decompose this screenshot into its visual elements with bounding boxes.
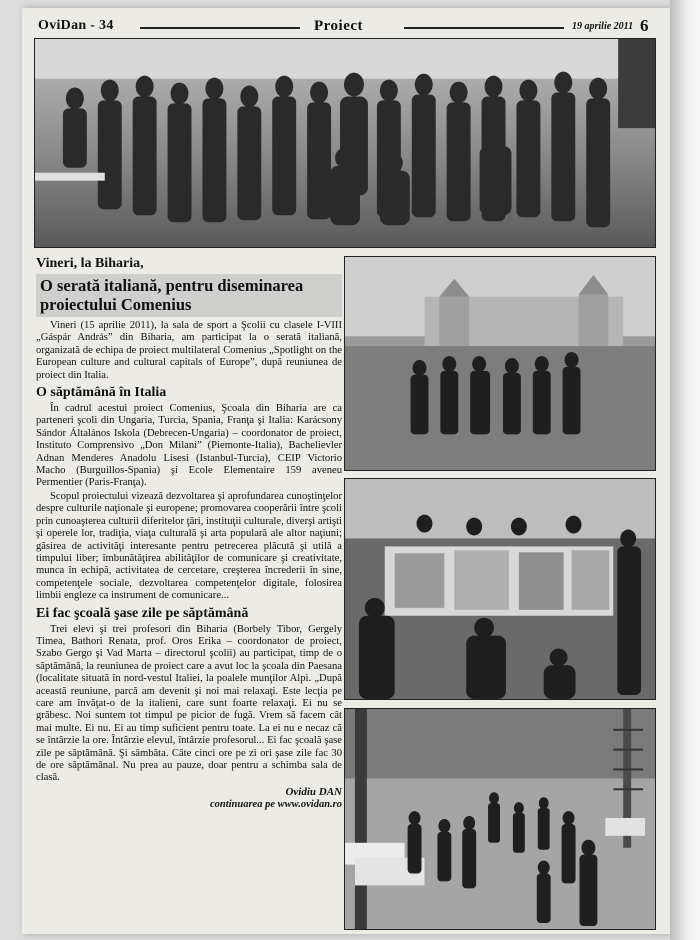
- header-rule-left: [140, 27, 300, 29]
- issue-date: 19 aprilie 2011: [572, 21, 634, 32]
- article-kicker: Vineri, la Biharia,: [36, 256, 144, 271]
- group-photo: [34, 38, 656, 248]
- section2-paragraph-1: Trei elevi şi trei profesori din Biharia (Borbely Tibor, Gergely Timea, Bathori Renata, prof. Oros Erika – coordonator de proiect, Szabo Gergo şi Vad Marta – directorul şcolii) au participat, timp de o săptămână, la reuniunea de proiect care a avut loc la şcoala din Paesana (localitate situată în nord-vestul Italiei, la poalele munţilor Alpi. „După această reuniune, parcă am devenit şi noi mai relaxaţi. Este lecţia pe care am învăţat-o de la italieni, care sunt foarte relaxaţi. Ei nu se grăbesc. Noi suntem tot timpul pe picior de fugă. Vrem să facem cât mai multe. Ei nu. Ei au timp suficient pentru toate. La ei nu e necaz că se întârzie la ore. Întârzie elevul, întârzie profesorul... Ei fac şcoală şase zile pe săptămână. Şi sâmbăta. Câte cinci ore pe zi ori şase zile fac 30 de ore săptămânal. Nu prea au pauze, doar pentru a schimba sala de clasă.: [36, 623, 342, 784]
- page-number: 6: [640, 16, 649, 35]
- article-byline: Ovidiu DAN: [285, 785, 342, 798]
- castle-photo: [344, 256, 656, 471]
- section2-body: [36, 624, 342, 785]
- article-headline: O serată italiană, pentru diseminarea proiectului Comenius: [40, 276, 304, 314]
- header-rule-right: [404, 27, 564, 29]
- article-body: [36, 320, 342, 382]
- section2-title: Ei fac şcoală şase zile pe săptămână: [36, 605, 249, 621]
- section1-paragraph-1: În cadrul acestui proiect Comenius, Şcoala din Biharia are ca parteneri şcoli din Ungaria, Turcia, Spania, Franţa şi Italia: Karácsony Sándor Általános Iskola (Debrecen-Ungaria) – coordonator de proiect, Instituto Comprensivo „Don Milani” (Piemonte-Italia), Bachelievler Adnan Menderes Anadolu Lisesi (Istanbul-Turcia), CEIP Victorio Macho (Burguillos-Spania) şi Ecole Elementaire 159 aveneu Permentier (Paris-Franţa).: [36, 403, 342, 489]
- headline-box: [36, 274, 342, 317]
- section1-paragraph-2: Scopul proiectului vizează dezvoltarea şi aprofundarea cunoştinţelor despre culturile naţionale şi europene; promovarea cooperării între şcoli prin cunoaşterea culturii diferitelor ţări, instituţii culturale, diverşi artişti şi operele lor, tradiţia, viaţa culturală şi arta populară ale altor naţiuni; găsirea de activităţi interesante pentru petrecerea plăcută şi utilă a timpului liber; îmbunătăţirea abilităţilor de comunicare şi creativitate, munca în echipă, activitatea de cercetare, creşterea încrederii în sine, competenţele sociale, dezvoltarea competenţelor digitale, folosirea limbii engleze ca instrument de comunicare...: [36, 490, 342, 602]
- section1-body: [36, 403, 342, 603]
- next-page-edge: [670, 0, 700, 940]
- continuation-link[interactable]: continuarea pe www.ovidan.ro: [209, 798, 342, 810]
- section1-title: O săptămână în Italia: [36, 385, 167, 401]
- section-title: Proiect: [314, 18, 364, 34]
- article-intro: Vineri (15 aprilie 2011), la sala de sport a Şcolii cu clasele I-VIII „Gáspár András” din Biharia, am participat la o serată italiană, organizată de echipa de proiect multilateral Comenius „Spotlight on the European culture and cultural capitals of Europe”, după reuniunea de proiect din Italia.: [36, 320, 342, 381]
- students-artwork-photo: [344, 478, 656, 700]
- newspaper-page: [22, 8, 670, 934]
- article: [36, 256, 342, 810]
- gym-dance-photo: [344, 708, 656, 930]
- publication-title: OviDan - 34: [38, 18, 114, 33]
- page-header: [32, 18, 664, 40]
